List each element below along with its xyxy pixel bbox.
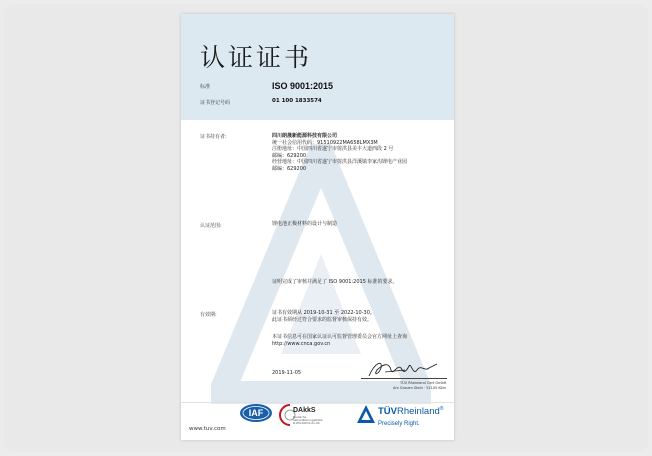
holder-company: 四川朗晟新能源科技有限公司 (272, 133, 338, 139)
holder-business-address: 经营地址：中国四川省遂宁市射洪县洋溪镇李家沟锂电产业园 (272, 159, 408, 165)
holder-registered-address: 注册地址：中国四川省遂宁市射洪县美丰大道西段 2 号 (272, 146, 394, 152)
dakks-sub-3: D-ZM-16031-01-00 (293, 421, 320, 425)
dakks-sub-1: Deutsche (293, 415, 307, 419)
tuv-tagline: Precisely Right. (378, 421, 420, 427)
signer-company: TÜV Rheinland Cert GmbH (400, 381, 447, 385)
tuv-triangle-icon (356, 404, 376, 424)
tuv-brand-rest: Rheinland (397, 406, 440, 418)
holder-postcode-2: 邮编：629200 (272, 165, 307, 172)
certificate-title: 认证证书 (200, 43, 313, 72)
tuv-registered: ® (439, 406, 444, 412)
registration-label: 证书登记号码 (200, 100, 231, 106)
signer-address: Am Grauen Stein · 51105 Köln (393, 386, 446, 390)
info-line-1: 本证书信息可在国家认证认可监督管理委员会官方网址上查询 (272, 334, 408, 340)
holder-block (272, 133, 407, 172)
website-text: www.tuv.com (189, 426, 226, 432)
audit-statement: 证明完成了审核并满足了 ISO 9001:2015 标准的要求。 (272, 279, 398, 285)
validity-line-2: 此证书须经过符合要求的监督审核保持有效。 (272, 317, 373, 323)
registration-value: 01 100 1833574 (272, 98, 322, 104)
standard-label: 标准 (200, 84, 211, 90)
standard-value: ISO 9001:2015 (272, 81, 334, 91)
iaf-logo-icon (239, 403, 273, 423)
tuv-brand (378, 406, 443, 417)
holder-label: 证书持有者: (200, 134, 227, 140)
validity-line-1: 证书有效期从 2019-10-31 至 2022-10-30。 (272, 310, 375, 316)
scope-value: 锂电池正极材料的设计与制造 (272, 221, 338, 227)
dakks-text: DAkkS (293, 407, 316, 414)
signature-line (361, 378, 447, 379)
holder-credit-code: 统一社会信用代码：91510922MA658LMX3M (272, 139, 378, 146)
scope-label: 认证范围: (200, 223, 222, 229)
validity-label: 有效期: (200, 312, 217, 318)
info-url: http://www.cnca.gov.cn (272, 341, 331, 347)
iaf-logo-text: IAF (248, 408, 264, 419)
tuv-brand-bold: TÜV (378, 406, 397, 418)
dakks-subtext (293, 416, 323, 425)
issue-date: 2019-11-05 (272, 370, 302, 376)
holder-postcode-1: 邮编：629200 (272, 152, 307, 159)
dakks-sub-2: Akkreditierungsstelle (293, 418, 323, 422)
certificate-document (181, 14, 454, 440)
